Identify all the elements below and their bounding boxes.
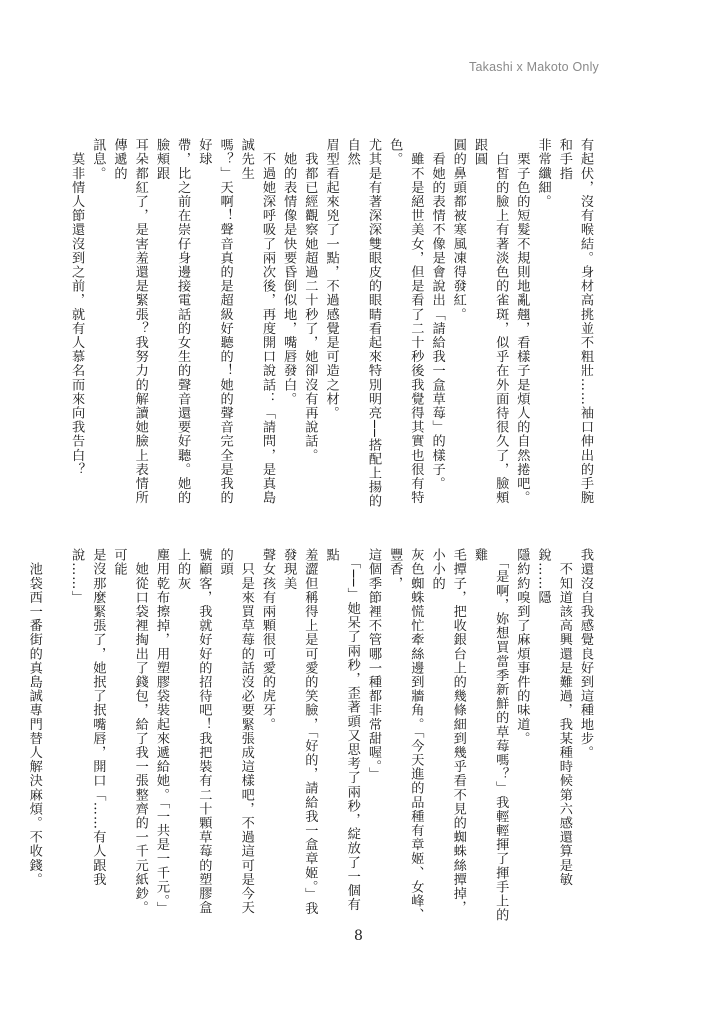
text-line: 我還沒自我感覺良好到這種地步。 bbox=[578, 548, 593, 760]
text-line: 看她的表情不像是會說出「請給我一盒草莓」的樣子。 bbox=[429, 138, 445, 491]
text-line: 聲女孩有兩顆很可愛的虎牙。 bbox=[259, 548, 275, 732]
text-line: 莫非情人節還沒到之前，就有人慕名而來向我告白？ bbox=[69, 138, 85, 477]
text-line: 不知道該高興還是難過，我某種時候第六感還算是敏銳……隱 bbox=[535, 548, 572, 887]
text-line: 嗎？」天啊！聲音真的是超級好聽的！她的聲音完全是我的好球 bbox=[196, 138, 233, 505]
text-line: 有起伏，沒有喉結。身材高挑並不粗壯……袖口伸出的手腕和手指 bbox=[556, 138, 593, 505]
running-header: Takashi x Makoto Only bbox=[469, 60, 599, 74]
text-block-bottom bbox=[26, 548, 596, 924]
text-line: 非常纖細。 bbox=[535, 138, 551, 209]
text-line: 耳朵都紅了，是害羞還是緊張？我努力的解讀她臉上表情所傳遞的 bbox=[111, 138, 148, 505]
text-line: 訊息。 bbox=[90, 138, 106, 181]
text-line: 毛撢子，把收銀台上的幾條細到幾乎看不見的蜘蛛絲撢掉，小小的 bbox=[429, 548, 466, 915]
text-line: 栗子色的短髮不規則地亂翹，看樣子是煩人的自然捲吧。 bbox=[514, 138, 530, 505]
text-line: 塵用乾布擦掉，用塑膠袋裝起來遞給她。「一共是一千元。」 bbox=[153, 548, 169, 916]
text-line: 「是啊，妳想買當季新鮮的草莓嗎？」我輕輕揮了揮手上的雞 bbox=[471, 548, 509, 923]
text-line: 灰色蜘蛛慌忙牽絲邊到牆角。「今天進的品種有章姬、女峰、豐香， bbox=[387, 548, 424, 923]
text-block-top bbox=[69, 138, 596, 514]
text-line: 池袋西一番街的真島誠專門替人解決麻煩。不收錢。 bbox=[26, 548, 42, 887]
text-line: 帶，比之前在崇仔身邊接電話的女生的聲音還要好聽。她的臉頰跟 bbox=[153, 138, 191, 505]
text-line: 她從口袋裡掏出了錢包，給了我一張整齊的一千元紙鈔。可能 bbox=[111, 548, 148, 915]
text-line: 隱約約嗅到了麻煩事件的味道。 bbox=[514, 548, 530, 746]
text-line bbox=[45, 548, 66, 924]
text-line: 「──」她呆了兩秒，歪著頭又思考了兩秒，綻放了一個有點 bbox=[323, 548, 360, 912]
text-line: 尤其是有著深深雙眼皮的眼睛看起來特別明亮──搭配上揚的自然 bbox=[344, 138, 381, 509]
text-line: 圓的鼻頭都被寒風凍得發紅。 bbox=[450, 138, 466, 322]
text-line: 眉型看起來兇了一點，不過感覺是可造之材。 bbox=[323, 138, 339, 420]
text-line: 不過她深呼吸了兩次後，再度開口說話：「請問，是真島誠先生 bbox=[238, 138, 275, 505]
text-line: 她的表情像是快要昏倒似地，嘴唇發白。 bbox=[281, 138, 297, 406]
text-line: 只是來買草莓的話沒必要緊張成這樣吧，不過這可是今天的頭 bbox=[217, 548, 254, 915]
text-line: 這個季節裡不管哪一種都非常甜喔。」 bbox=[365, 548, 381, 782]
text-line: 白皙的臉上有著淡色的雀斑，似乎在外面待很久了，臉頰跟圓 bbox=[471, 138, 509, 505]
text-line: 雖不是絕世美女，但是看了二十秒後我覺得其實也很有特色。 bbox=[387, 138, 424, 505]
text-line: 是沒那麼緊張了，她抿了抿嘴唇，開口「……有人跟我說……」 bbox=[69, 548, 106, 887]
text-line: 號顧客，我就好好的招待吧！我把裝有二十顆草莓的塑膠盒上的灰 bbox=[175, 548, 212, 915]
page-number: 8 bbox=[354, 928, 363, 944]
text-line: 羞澀但稱得上是可愛的笑臉，「好的，請給我一盒章姬。」我發現美 bbox=[281, 548, 318, 916]
text-line: 我都已經觀察她超過二十秒了，她卻沒有再說話。 bbox=[302, 138, 318, 463]
